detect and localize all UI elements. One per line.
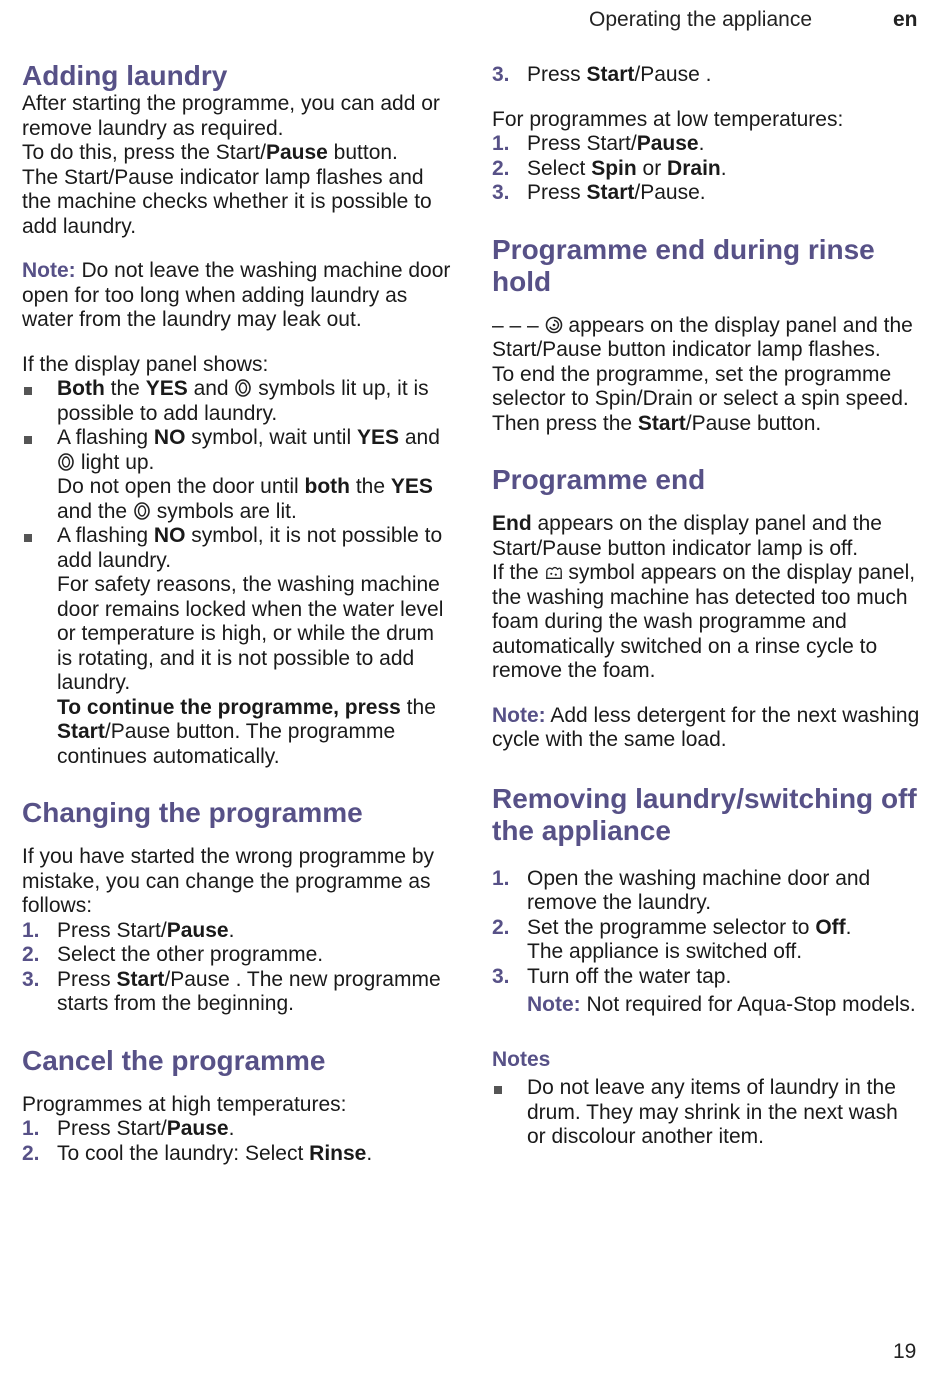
list-item: 3. Press Start/Pause . The new programme starts from the beginning. [22,967,441,1015]
header-section-title: Operating the appliance [589,8,812,31]
page-number: 19 [893,1340,917,1363]
rinse-hold-p1: – – – appears on the display panel and the Start/Pause button indicator lamp flashes. [492,313,913,361]
cancel-programme-heading: Cancel the programme [22,1044,326,1076]
list-item: 2. Select the other programme. [22,943,324,966]
adding-note: Note: Do not leave the washing machine door open for too long when adding laundry as water from the laundry may leak out. [22,259,451,331]
programme-end-p1: End appears on the display panel and the Start/Pause button indicator lamp is off. [492,512,882,560]
programme-end-note: Note: Add less detergent for the next washing cycle with the same load. [492,703,920,751]
right-column [492,60,922,1150]
list-item: Both the YES and symbols lit up, it is possible to add laundry. [22,377,452,426]
list-item: 2. Set the programme selector to Off. The appliance is switched off. [492,915,852,963]
removing-laundry-heading: Removing laundry/switching off the appliance [492,782,917,846]
rinse-hold-heading: Programme end during rinse hold [492,233,875,297]
changing-steps [22,919,452,1017]
display-list [22,377,452,769]
cancel-low-steps [492,132,922,206]
notes-list [492,1076,922,1150]
aqua-stop-note: Note: Not required for Aqua-Stop models. [527,993,916,1016]
adding-p2: To do this, press the Start/Pause button. [22,141,398,164]
display-intro: If the display panel shows: [22,352,269,376]
list-item: 1. Open the washing machine door and remove the laundry. [492,866,871,914]
cancel-high-steps [22,1117,452,1166]
foam-icon [545,563,563,581]
cancel-low-intro: For programmes at low temperatures: [492,107,844,131]
list-item: 1. Press Start/Pause. [22,918,235,942]
list-item: 3. Turn off the water tap. Note: Not required for Aqua-Stop models. [492,965,922,1018]
changing-programme-heading: Changing the programme [22,797,363,828]
rinse-hold-icon [545,316,563,334]
cancel-high-steps-cont [492,63,922,88]
removing-steps [492,867,922,1018]
door-symbol-icon [57,453,75,471]
list-item: A flashing NO symbol, it is not possible to add laundry. For safety reasons, the washing machine door remains locked when the water level or temperature is high, or while the drum is rotating, and it is not possible to add laundry. To continue the programme, press the Start/Pause button. The programme continues automatically. [22,524,452,769]
left-column [22,60,452,1166]
page-header [0,8,950,34]
list-item: 3. Press Start/Pause. [492,181,706,204]
programme-end-heading: Programme end [492,464,706,495]
door-symbol-icon [234,379,252,397]
changing-intro: If you have started the wrong programme by mistake, you can change the programme as follows: [22,845,435,917]
door-symbol-icon [133,502,151,520]
programme-end-p2: If the symbol appears on the display panel, the washing machine has detected too much foam during the wash programme and automatically switched on a rinse cycle to remove the foam. [492,561,916,682]
list-item: 3. Press Start/Pause . [492,63,712,86]
list-item: Do not leave any items of laundry in the drum. They may shrink in the next wash or discolour another item. [492,1076,922,1150]
list-item: 1. Press Start/Pause. [492,132,705,155]
header-language: en [893,8,918,31]
cancel-high-intro: Programmes at high temperatures: [22,1092,347,1116]
list-item: 2. Select Spin or Drain. [492,156,727,180]
notes-heading: Notes [492,1047,551,1071]
adding-p1: After starting the programme, you can add or remove laundry as required. [22,92,440,140]
adding-p3: The Start/Pause indicator lamp flashes and the machine checks whether it is possible to add laundry. [22,165,432,238]
adding-laundry-heading: Adding laundry [22,60,228,91]
rinse-hold-p2: To end the programme, set the programme selector to Spin/Drain or select a spin speed. Then press the Start/Pause button. [492,362,909,435]
list-item: 2. To cool the laundry: Select Rinse. [22,1141,373,1165]
list-item: 1. Press Start/Pause. [22,1117,235,1140]
list-item: A flashing NO symbol, wait until YES and light up. Do not open the door until both the YES and the symbols are lit. [22,426,452,524]
